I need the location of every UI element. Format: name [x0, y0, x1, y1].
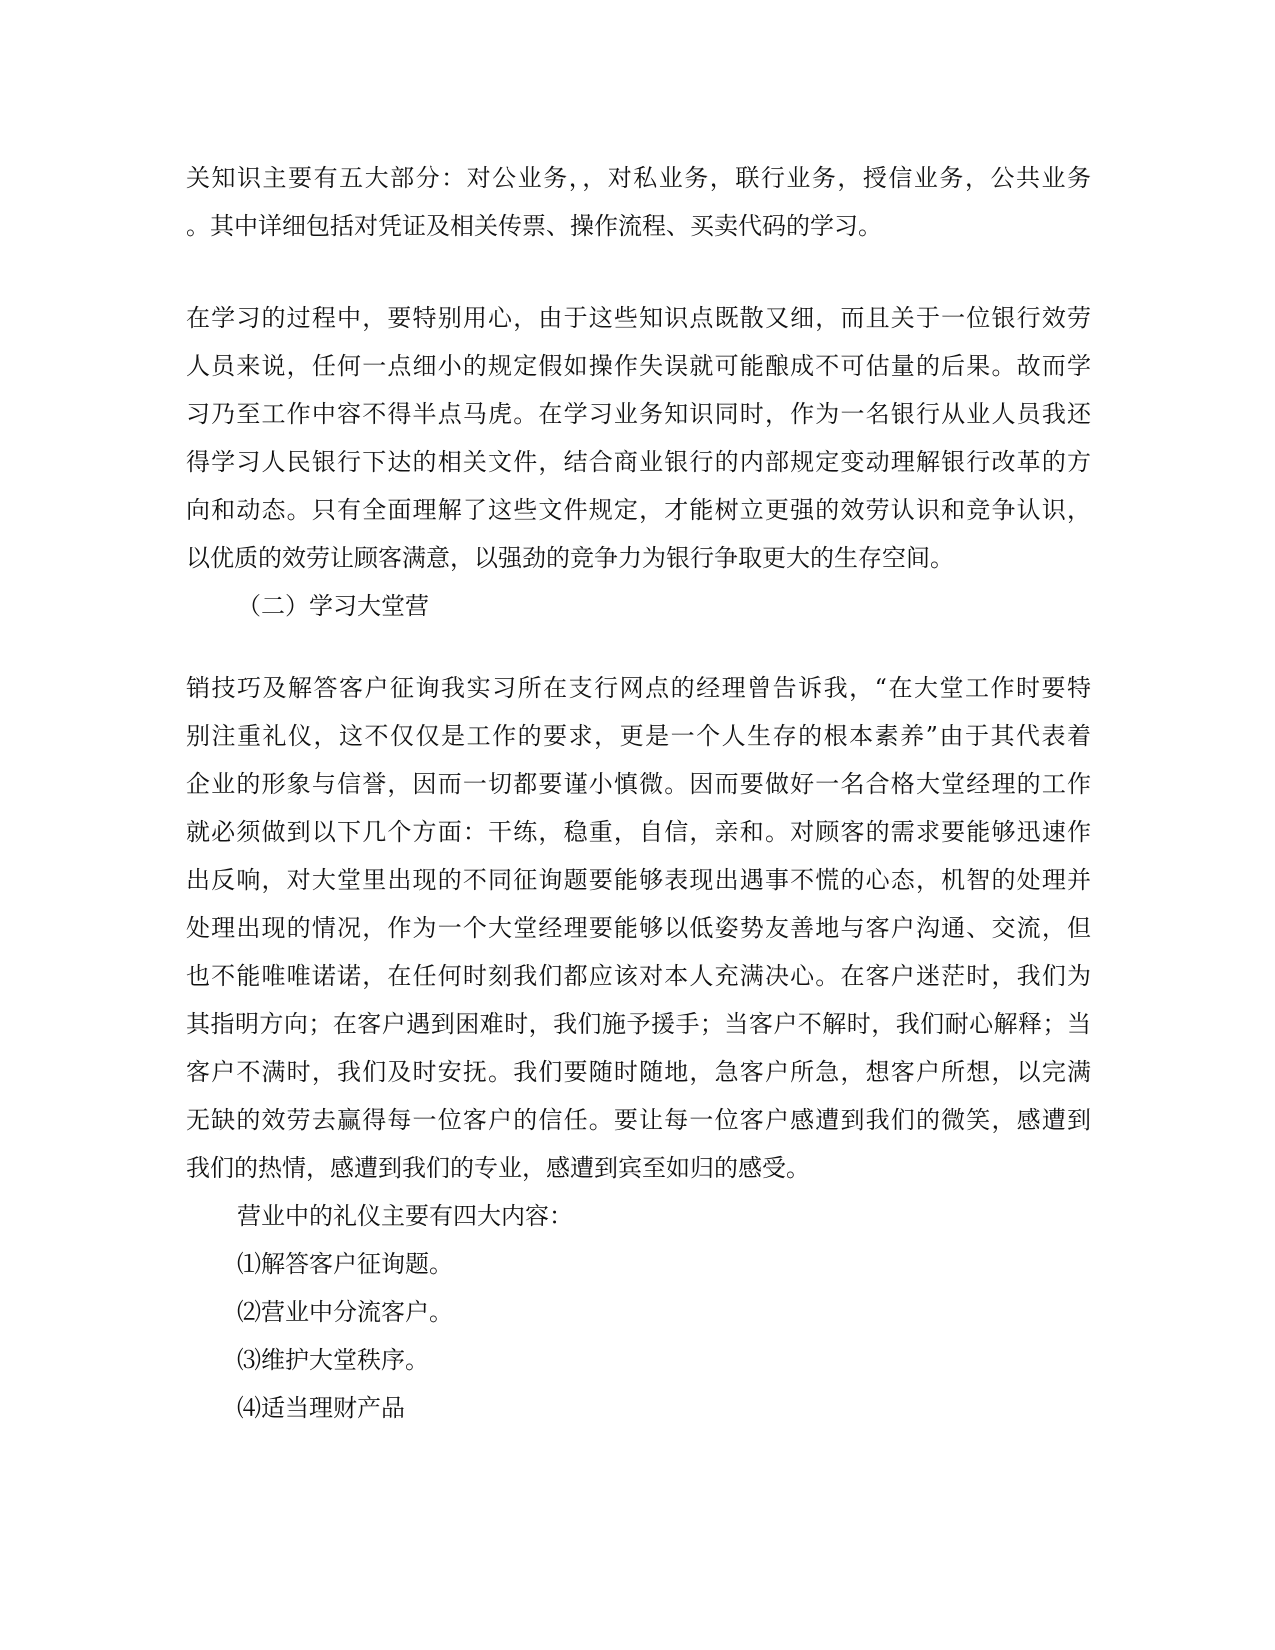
text-line: 处理出现的情况，作为一个大堂经理要能够以低姿势友善地与客户沟通、交流，但 — [186, 914, 1091, 942]
text-line: 无缺的效劳去赢得每一位客户的信任。要让每一位客户感遭到我们的微笑，感遭到 — [186, 1106, 1091, 1134]
text-line: 以优质的效劳让顾客满意，以强劲的竞争力为银行争取更大的生存空间。 — [186, 544, 954, 572]
text-line: 人员来说，任何一点细小的规定假如操作失误就可能酿成不可估量的后果。故而学 — [186, 352, 1091, 380]
list-item: ⑵营业中分流客户。 — [237, 1298, 453, 1326]
text-line: 出反响，对大堂里出现的不同征询题要能够表现出遇事不慌的心态，机智的处理并 — [186, 866, 1091, 894]
text-line: 销技巧及解答客户征询我实习所在支行网点的经理曾告诉我，“在大堂工作时要特 — [186, 674, 1091, 702]
text-line: 在学习的过程中，要特别用心，由于这些知识点既散又细，而且关于一位银行效劳 — [186, 304, 1091, 332]
text-line: 习乃至工作中容不得半点马虎。在学习业务知识同时，作为一名银行从业人员我还 — [186, 400, 1091, 428]
text-line: 别注重礼仪，这不仅仅是工作的要求，更是一个人生存的根本素养”由于其代表着 — [186, 722, 1091, 750]
text-line: 我们的热情，感遭到我们的专业，感遭到宾至如归的感受。 — [186, 1154, 810, 1182]
text-line: 客户不满时，我们及时安抚。我们要随时随地，急客户所急，想客户所想，以完满 — [186, 1058, 1091, 1086]
text-line: 关知识主要有五大部分：对公业务，，对私业务，联行业务，授信业务，公共业务 — [186, 164, 1091, 192]
list-item: ⑶维护大堂秩序。 — [237, 1346, 429, 1374]
text-line: 就必须做到以下几个方面：干练，稳重，自信，亲和。对顾客的需求要能够迅速作 — [186, 818, 1091, 846]
list-item: ⑴解答客户征询题。 — [237, 1250, 453, 1278]
text-line: 。其中详细包括对凭证及相关传票、操作流程、买卖代码的学习。 — [186, 212, 882, 240]
paragraph-lobby-etiquette — [186, 664, 1091, 1432]
section-heading: （二）学习大堂营 — [237, 592, 429, 620]
list-intro: 营业中的礼仪主要有四大内容： — [237, 1202, 573, 1230]
text-line: 企业的形象与信誉，因而一切都要谨小慎微。因而要做好一名合格大堂经理的工作 — [186, 770, 1091, 798]
paragraph-study-process — [186, 294, 1091, 630]
paragraph-business-knowledge — [186, 154, 1091, 250]
text-line: 也不能唯唯诺诺，在任何时刻我们都应该对本人充满决心。在客户迷茫时，我们为 — [186, 962, 1091, 990]
list-item: ⑷适当理财产品 — [237, 1394, 405, 1422]
text-line: 得学习人民银行下达的相关文件，结合商业银行的内部规定变动理解银行改革的方 — [186, 448, 1091, 476]
text-line: 向和动态。只有全面理解了这些文件规定，才能树立更强的效劳认识和竞争认识， — [186, 496, 1091, 524]
text-line: 其指明方向；在客户遇到困难时，我们施予援手；当客户不解时，我们耐心解释；当 — [186, 1010, 1091, 1038]
